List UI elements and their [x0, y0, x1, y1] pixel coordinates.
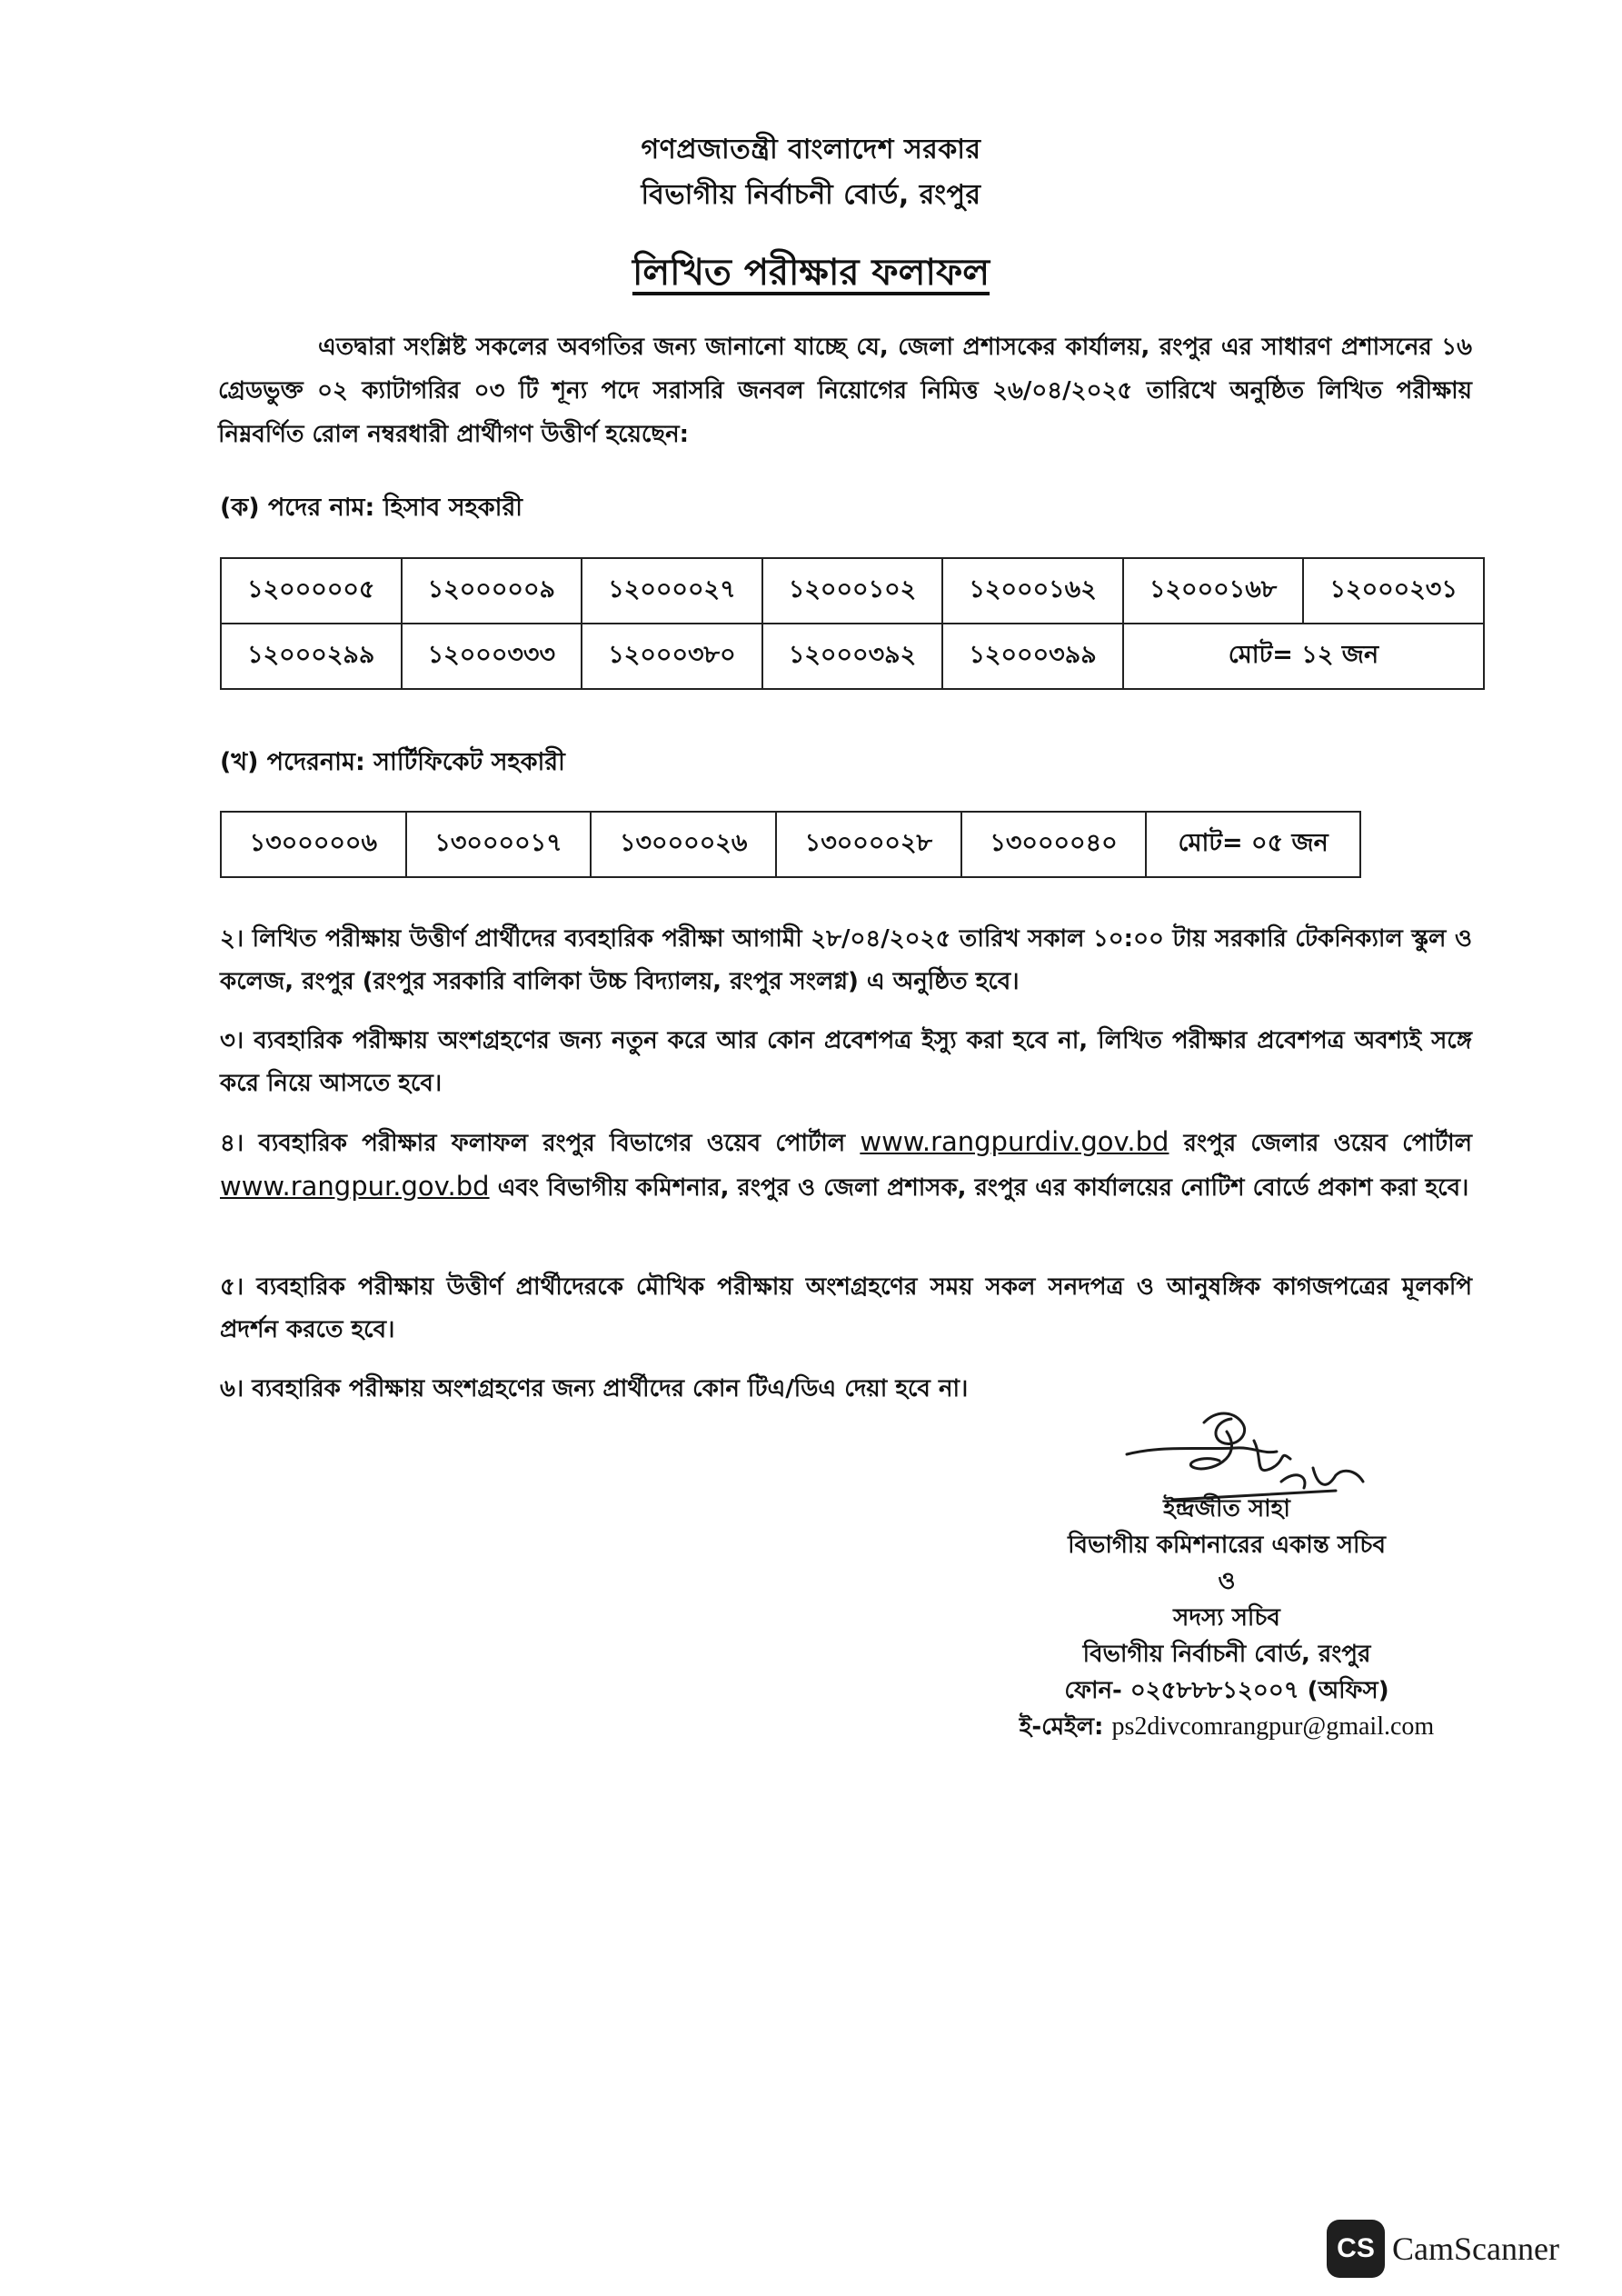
roll-cell: ১৩০০০০৪০: [961, 812, 1147, 877]
roll-cell: ১২০০০১৬২: [942, 558, 1123, 624]
roll-cell: ১৩০০০০২৮: [776, 812, 961, 877]
roll-cell: ১২০০০৩৩৩: [402, 624, 582, 689]
roll-cell: ১২০০০০০৯: [402, 558, 582, 624]
signature-block: [909, 1491, 1545, 1745]
signature-date: [1218, 1454, 1219, 1455]
signatory-org: বিভাগীয় নির্বাচনী বোর্ড, রংপুর: [1082, 1641, 1371, 1668]
paragraph-4: [220, 1121, 1472, 1210]
rangpurdiv-link[interactable]: www.rangpurdiv.gov.bd: [860, 1126, 1169, 1157]
govt-header: গণপ্রজাতন্ত্রী বাংলাদেশ সরকার: [641, 134, 981, 165]
table-row: [221, 624, 1484, 689]
rangpur-link[interactable]: www.rangpur.gov.bd: [220, 1171, 490, 1202]
roll-cell: ১২০০০১৬৮: [1123, 558, 1304, 624]
email-address: ps2divcomrangpur@gmail.com: [1111, 1712, 1435, 1741]
section-a-table: [220, 557, 1485, 690]
roll-cell: ১২০০০৩৯২: [762, 624, 943, 689]
signatory-phone: ফোন- ০২৫৮৮৮১২০০৭ (অফিস): [1064, 1677, 1389, 1704]
signatory-designation-2: সদস্য সচিব: [1173, 1604, 1280, 1632]
camscanner-watermark: [1327, 2220, 1559, 2278]
email-label: ই-মেইল:: [1019, 1713, 1104, 1741]
roll-cell: ১৩০০০০২৬: [591, 812, 776, 877]
signatory-name: ইন্দ্রজীত সাহা: [1163, 1495, 1290, 1522]
camscanner-logo-icon: CS: [1327, 2220, 1385, 2278]
section-a-heading: (ক) পদের নাম: হিসাব সহকারী: [220, 494, 523, 522]
roll-cell: ১২০০০৩৯৯: [942, 624, 1123, 689]
roll-cell: ১২০০০৩৮০: [582, 624, 762, 689]
page-title: লিখিত পরীক্ষার ফলাফল: [632, 252, 990, 294]
conjunction: ও: [1218, 1568, 1236, 1595]
roll-cell: ১২০০০০২৭: [582, 558, 762, 624]
total-cell: মোট= ০৫ জন: [1146, 812, 1360, 877]
signatory-email-line: [909, 1709, 1545, 1745]
signatory-designation: বিভাগীয় কমিশনারের একান্ত সচিব: [1068, 1532, 1386, 1559]
camscanner-text: CamScanner: [1392, 2231, 1559, 2267]
paragraph-4-text-b: রংপুর জেলার ওয়েব পোর্টাল: [1183, 1130, 1472, 1157]
paragraph-4-text-a: ৪। ব্যবহারিক পরীক্ষার ফলাফল রংপুর বিভাগের ওয়েব পোর্টাল: [220, 1130, 846, 1157]
board-header: বিভাগীয় নির্বাচনী বোর্ড, রংপুর: [641, 179, 981, 211]
paragraph-2: ২। লিখিত পরীক্ষায় উত্তীর্ণ প্রার্থীদের ব্যবহারিক পরীক্ষা আগামী ২৮/০৪/২০২৫ তারিখ সকাল ১০:০০ টায় সরকারি টেকনিক্যাল স্কুল ও কলেজ, রংপুর (রংপুর সরকারি বালিকা উচ্চ বিদ্যালয়, রংপুর সংলগ্ন) এ অনুষ্ঠিত হবে।: [220, 925, 1472, 995]
intro-paragraph: এতদ্বারা সংশ্লিষ্ট সকলের অবগতির জন্য জানানো যাচ্ছে যে, জেলা প্রশাসকের কার্যালয়, রংপুর এর সাধারণ প্রশাসনের ১৬ গ্রেডভুক্ত ০২ ক্যাটাগরির ০৩ টি শূন্য পদে সরাসরি জনবল নিয়োগের নিমিত্ত ২৬/০৪/২০২৫ তারিখে অনুষ্ঠিত লিখিত পরীক্ষায় নিম্নবর্ণিত রোল নম্বরধারী প্রার্থীগণ উত্তীর্ণ হয়েছেন:: [218, 334, 1472, 448]
paragraph-3: ৩। ব্যবহারিক পরীক্ষায় অংশগ্রহণের জন্য নতুন করে আর কোন প্রবেশপত্র ইস্যু করা হবে না, লিখিত পরীক্ষার প্রবেশপত্র অবশ্যই সঙ্গে করে নিয়ে আসতে হবে।: [220, 1027, 1472, 1097]
paragraph-5: ৫। ব্যবহারিক পরীক্ষায় উত্তীর্ণ প্রার্থীদেরকে মৌখিক পরীক্ষায় অংশগ্রহণের সময় সকল সনদপত্র ও আনুষঙ্গিক কাগজপত্রের মূলকপি প্রদর্শন করতে হবে।: [220, 1273, 1472, 1343]
total-cell: মোট= ১২ জন: [1123, 624, 1484, 689]
roll-cell: ১২০০০০০৫: [221, 558, 402, 624]
table-row: [221, 558, 1484, 624]
table-row: [221, 812, 1360, 877]
section-b-table: [220, 811, 1361, 878]
paragraph-4-text-c: এবং বিভাগীয় কমিশনার, রংপুর ও জেলা প্রশাসক, রংপুর এর কার্যালয়ের নোটিশ বোর্ডে প্রকাশ করা হবে।: [497, 1174, 1469, 1202]
roll-cell: ১২০০০২৩১: [1303, 558, 1484, 624]
roll-cell: ১৩০০০০০৬: [221, 812, 406, 877]
roll-cell: ১৩০০০০১৭: [406, 812, 592, 877]
section-b-heading: (খ) পদেরনাম: সার্টিফিকেট সহকারী: [220, 748, 565, 776]
roll-cell: ১২০০০২৯৯: [221, 624, 402, 689]
paragraph-6: ৬। ব্যবহারিক পরীক্ষায় অংশগ্রহণের জন্য প্রার্থীদের কোন টিএ/ডিএ দেয়া হবে না।: [220, 1375, 969, 1403]
roll-cell: ১২০০০১০২: [762, 558, 943, 624]
